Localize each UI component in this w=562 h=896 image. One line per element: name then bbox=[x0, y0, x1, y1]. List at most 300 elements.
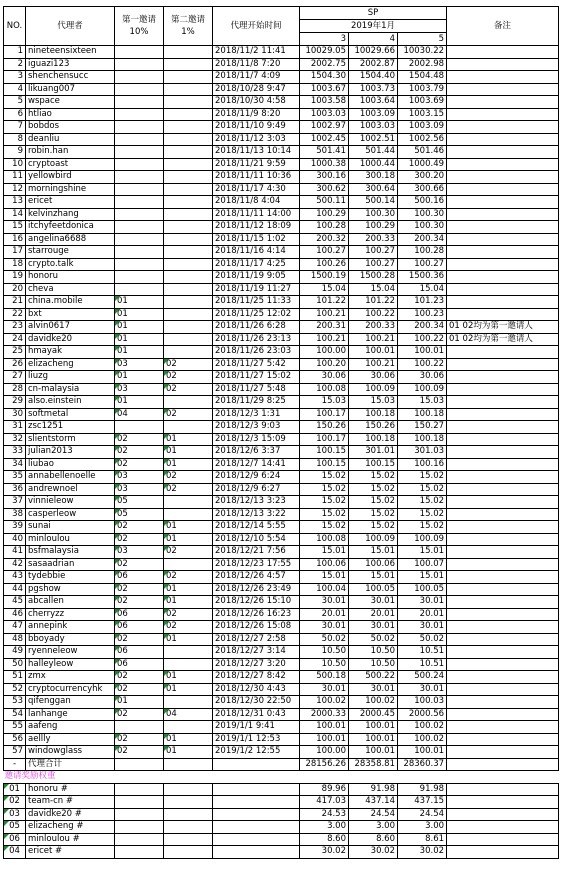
second-invite-cell[interactable] bbox=[164, 721, 213, 734]
sp-day-4-cell[interactable]: 15.02 bbox=[349, 471, 398, 484]
sp-day-5-cell[interactable]: 100.09 bbox=[398, 383, 447, 396]
sp-day-5-cell[interactable]: 100.18 bbox=[398, 433, 447, 446]
second-invite-cell[interactable] bbox=[164, 258, 213, 271]
second-invite-cell[interactable] bbox=[164, 333, 213, 346]
sp-day-5-cell[interactable]: 1003.15 bbox=[398, 108, 447, 121]
agent-name-cell[interactable]: htliao bbox=[26, 108, 115, 121]
first-invite-cell[interactable]: 05 bbox=[115, 496, 164, 509]
remark-cell[interactable] bbox=[447, 596, 559, 609]
first-invite-cell[interactable]: 02 bbox=[115, 583, 164, 596]
sp-day-3-cell[interactable]: 100.20 bbox=[300, 358, 349, 371]
sp-day-5-cell[interactable]: 1003.09 bbox=[398, 121, 447, 134]
sp-day-3-cell[interactable]: 50.02 bbox=[300, 633, 349, 646]
weight-day-4-cell[interactable]: 8.60 bbox=[349, 833, 398, 846]
agent-name-cell[interactable]: angelina6688 bbox=[26, 233, 115, 246]
sp-day-3-cell[interactable]: 1002.97 bbox=[300, 121, 349, 134]
sp-day-3-cell[interactable]: 150.26 bbox=[300, 421, 349, 434]
sp-day-5-cell[interactable]: 100.01 bbox=[398, 746, 447, 759]
weight-day-3-cell[interactable]: 30.02 bbox=[300, 846, 349, 859]
sp-day-5-cell[interactable]: 100.16 bbox=[398, 458, 447, 471]
remark-cell[interactable]: 01 02均为第一邀请人 bbox=[447, 321, 559, 334]
second-invite-cell[interactable] bbox=[164, 221, 213, 234]
first-invite-cell[interactable]: 01 bbox=[115, 396, 164, 409]
remark-cell[interactable] bbox=[447, 671, 559, 684]
first-invite-cell[interactable]: 02 bbox=[115, 558, 164, 571]
start-time-cell[interactable]: 2018/12/23 17:55 bbox=[213, 558, 300, 571]
agent-name-cell[interactable]: qifenggan bbox=[26, 696, 115, 709]
sp-day-4-cell[interactable]: 1003.64 bbox=[349, 96, 398, 109]
sp-day-3-cell[interactable]: 100.28 bbox=[300, 221, 349, 234]
second-invite-cell[interactable]: 01 bbox=[164, 433, 213, 446]
second-invite-cell[interactable] bbox=[164, 146, 213, 159]
first-invite-cell[interactable]: 02 bbox=[115, 671, 164, 684]
sp-day-4-cell[interactable]: 10.50 bbox=[349, 658, 398, 671]
sp-day-4-cell[interactable]: 100.27 bbox=[349, 258, 398, 271]
row-no-cell[interactable]: 37 bbox=[4, 496, 26, 509]
remark-cell[interactable] bbox=[447, 733, 559, 746]
agent-name-cell[interactable]: aellly bbox=[26, 733, 115, 746]
sp-day-4-cell[interactable]: 101.22 bbox=[349, 296, 398, 309]
first-invite-cell[interactable]: 02 bbox=[115, 708, 164, 721]
agent-name-cell[interactable]: cn-malaysia bbox=[26, 383, 115, 396]
sp-day-4-cell[interactable]: 100.01 bbox=[349, 346, 398, 359]
second-invite-cell[interactable] bbox=[164, 308, 213, 321]
sp-day-4-cell[interactable]: 10029.66 bbox=[349, 46, 398, 59]
remark-cell[interactable] bbox=[447, 308, 559, 321]
sp-day-3-cell[interactable]: 100.15 bbox=[300, 446, 349, 459]
agent-name-cell[interactable]: ericet bbox=[26, 196, 115, 209]
agent-name-cell[interactable]: honoru bbox=[26, 271, 115, 284]
start-time-cell[interactable]: 2018/11/27 15:02 bbox=[213, 371, 300, 384]
start-time-cell[interactable]: 2018/10/30 4:58 bbox=[213, 96, 300, 109]
remark-cell[interactable] bbox=[447, 508, 559, 521]
remark-cell[interactable] bbox=[447, 533, 559, 546]
weight-empty-cell[interactable] bbox=[164, 783, 213, 796]
sp-day-3-cell[interactable]: 15.01 bbox=[300, 546, 349, 559]
total-day-4[interactable]: 28358.81 bbox=[349, 758, 398, 771]
first-invite-cell[interactable] bbox=[115, 258, 164, 271]
agent-name-cell[interactable]: ryenneleow bbox=[26, 646, 115, 659]
first-invite-cell[interactable]: 01 bbox=[115, 696, 164, 709]
remark-cell[interactable] bbox=[447, 458, 559, 471]
sp-day-5-cell[interactable]: 300.66 bbox=[398, 183, 447, 196]
agent-name-cell[interactable]: halleyleow bbox=[26, 658, 115, 671]
first-invite-cell[interactable]: 02 bbox=[115, 446, 164, 459]
remark-cell[interactable] bbox=[447, 158, 559, 171]
agent-name-cell[interactable]: sunai bbox=[26, 521, 115, 534]
remark-cell[interactable] bbox=[447, 171, 559, 184]
weight-day-3-cell[interactable]: 24.53 bbox=[300, 808, 349, 821]
second-invite-cell[interactable] bbox=[164, 496, 213, 509]
weight-empty-cell[interactable] bbox=[115, 783, 164, 796]
remark-cell[interactable] bbox=[447, 558, 559, 571]
first-invite-cell[interactable]: 01 bbox=[115, 296, 164, 309]
sp-day-4-cell[interactable]: 100.06 bbox=[349, 558, 398, 571]
sp-day-5-cell[interactable]: 1000.49 bbox=[398, 158, 447, 171]
sp-day-3-cell[interactable]: 1000.38 bbox=[300, 158, 349, 171]
start-time-cell[interactable]: 2018/12/30 4:43 bbox=[213, 683, 300, 696]
start-time-cell[interactable]: 2018/12/27 3:20 bbox=[213, 658, 300, 671]
agent-name-cell[interactable]: annabellenoelle bbox=[26, 471, 115, 484]
start-time-cell[interactable]: 2018/12/27 2:58 bbox=[213, 633, 300, 646]
start-time-cell[interactable]: 2018/12/3 9:03 bbox=[213, 421, 300, 434]
sp-day-4-cell[interactable]: 300.18 bbox=[349, 171, 398, 184]
sp-day-5-cell[interactable]: 100.27 bbox=[398, 258, 447, 271]
first-invite-cell[interactable]: 04 bbox=[115, 408, 164, 421]
agent-name-cell[interactable]: abcallen bbox=[26, 596, 115, 609]
first-invite-cell[interactable]: 01 bbox=[115, 308, 164, 321]
first-invite-cell[interactable]: 06 bbox=[115, 658, 164, 671]
remark-cell[interactable] bbox=[447, 708, 559, 721]
start-time-cell[interactable]: 2019/1/1 12:53 bbox=[213, 733, 300, 746]
start-time-cell[interactable]: 2018/12/26 23:49 bbox=[213, 583, 300, 596]
start-time-cell[interactable]: 2018/10/28 9:47 bbox=[213, 83, 300, 96]
row-no-cell[interactable]: 46 bbox=[4, 608, 26, 621]
sp-day-3-cell[interactable]: 500.11 bbox=[300, 196, 349, 209]
row-no-cell[interactable]: 56 bbox=[4, 733, 26, 746]
weight-day-3-cell[interactable]: 3.00 bbox=[300, 821, 349, 834]
sp-day-4-cell[interactable]: 100.21 bbox=[349, 333, 398, 346]
row-no-cell[interactable]: 29 bbox=[4, 396, 26, 409]
second-invite-cell[interactable]: 02 bbox=[164, 546, 213, 559]
sp-day-5-cell[interactable]: 501.46 bbox=[398, 146, 447, 159]
row-no-cell[interactable]: 43 bbox=[4, 571, 26, 584]
weight-day-3-cell[interactable]: 8.60 bbox=[300, 833, 349, 846]
row-no-cell[interactable]: 36 bbox=[4, 483, 26, 496]
second-invite-cell[interactable]: 02 bbox=[164, 571, 213, 584]
weight-day-5-cell[interactable]: 24.54 bbox=[398, 808, 447, 821]
start-time-cell[interactable]: 2018/12/3 1:31 bbox=[213, 408, 300, 421]
second-invite-cell[interactable] bbox=[164, 46, 213, 59]
second-invite-cell[interactable]: 01 bbox=[164, 746, 213, 759]
second-invite-cell[interactable]: 01 bbox=[164, 671, 213, 684]
total-empty-cell[interactable] bbox=[164, 758, 213, 771]
agent-name-cell[interactable]: softmetal bbox=[26, 408, 115, 421]
remark-cell[interactable] bbox=[447, 58, 559, 71]
sp-day-5-cell[interactable]: 100.02 bbox=[398, 733, 447, 746]
start-time-cell[interactable]: 2018/11/10 9:49 bbox=[213, 121, 300, 134]
row-no-cell[interactable]: 6 bbox=[4, 108, 26, 121]
start-time-cell[interactable]: 2018/12/10 5:54 bbox=[213, 533, 300, 546]
weight-empty-cell[interactable] bbox=[115, 833, 164, 846]
start-time-cell[interactable]: 2018/11/8 4:04 bbox=[213, 196, 300, 209]
second-invite-cell[interactable]: 02 bbox=[164, 408, 213, 421]
remark-cell[interactable] bbox=[447, 446, 559, 459]
sp-day-4-cell[interactable]: 100.18 bbox=[349, 433, 398, 446]
sp-day-5-cell[interactable]: 30.01 bbox=[398, 621, 447, 634]
weight-day-5-cell[interactable]: 30.02 bbox=[398, 846, 447, 859]
start-time-cell[interactable]: 2018/11/26 6:28 bbox=[213, 321, 300, 334]
sp-day-5-cell[interactable]: 20.01 bbox=[398, 608, 447, 621]
weight-day-4-cell[interactable]: 30.02 bbox=[349, 846, 398, 859]
start-time-cell[interactable]: 2018/12/26 16:23 bbox=[213, 608, 300, 621]
row-no-cell[interactable]: 8 bbox=[4, 133, 26, 146]
row-no-cell[interactable]: 21 bbox=[4, 296, 26, 309]
remark-cell[interactable] bbox=[447, 521, 559, 534]
agent-name-cell[interactable]: china.mobile bbox=[26, 296, 115, 309]
second-invite-cell[interactable]: 01 bbox=[164, 633, 213, 646]
row-no-cell[interactable]: 53 bbox=[4, 696, 26, 709]
sp-day-4-cell[interactable]: 100.01 bbox=[349, 721, 398, 734]
start-time-cell[interactable]: 2018/11/9 8:20 bbox=[213, 108, 300, 121]
weight-empty-cell[interactable] bbox=[115, 821, 164, 834]
weight-empty-cell[interactable] bbox=[164, 846, 213, 859]
first-invite-cell[interactable]: 06 bbox=[115, 646, 164, 659]
sp-day-3-cell[interactable]: 500.18 bbox=[300, 671, 349, 684]
row-no-cell[interactable]: 42 bbox=[4, 558, 26, 571]
sp-day-3-cell[interactable]: 100.26 bbox=[300, 258, 349, 271]
remark-cell[interactable] bbox=[447, 296, 559, 309]
weight-day-3-cell[interactable]: 417.03 bbox=[300, 796, 349, 809]
second-invite-cell[interactable] bbox=[164, 83, 213, 96]
sp-day-5-cell[interactable]: 15.02 bbox=[398, 471, 447, 484]
row-no-cell[interactable]: 48 bbox=[4, 633, 26, 646]
start-time-cell[interactable]: 2018/11/13 10:14 bbox=[213, 146, 300, 159]
agent-name-cell[interactable]: itchyfeetdonica bbox=[26, 221, 115, 234]
sp-day-3-cell[interactable]: 100.08 bbox=[300, 383, 349, 396]
sp-day-4-cell[interactable]: 100.15 bbox=[349, 458, 398, 471]
first-invite-cell[interactable]: 06 bbox=[115, 621, 164, 634]
agent-name-cell[interactable]: bobdos bbox=[26, 121, 115, 134]
second-invite-cell[interactable] bbox=[164, 421, 213, 434]
first-invite-cell[interactable]: 01 bbox=[115, 333, 164, 346]
sp-day-3-cell[interactable]: 100.00 bbox=[300, 746, 349, 759]
second-invite-cell[interactable] bbox=[164, 508, 213, 521]
second-invite-cell[interactable]: 02 bbox=[164, 621, 213, 634]
sp-day-5-cell[interactable]: 100.05 bbox=[398, 583, 447, 596]
sp-day-4-cell[interactable]: 30.01 bbox=[349, 683, 398, 696]
remark-cell[interactable] bbox=[447, 421, 559, 434]
start-time-cell[interactable]: 2018/11/12 3:03 bbox=[213, 133, 300, 146]
first-invite-cell[interactable]: 02 bbox=[115, 733, 164, 746]
total-label[interactable]: 代理合计 bbox=[26, 758, 115, 771]
remark-cell[interactable] bbox=[447, 383, 559, 396]
row-no-cell[interactable]: 1 bbox=[4, 46, 26, 59]
start-time-cell[interactable]: 2018/12/6 3:37 bbox=[213, 446, 300, 459]
agent-name-cell[interactable]: hmayak bbox=[26, 346, 115, 359]
weight-day-5-cell[interactable]: 91.98 bbox=[398, 783, 447, 796]
sp-day-5-cell[interactable]: 15.03 bbox=[398, 396, 447, 409]
row-no-cell[interactable]: 13 bbox=[4, 196, 26, 209]
sp-day-4-cell[interactable]: 2002.87 bbox=[349, 58, 398, 71]
row-no-cell[interactable]: 11 bbox=[4, 171, 26, 184]
weight-day-4-cell[interactable]: 91.98 bbox=[349, 783, 398, 796]
row-no-cell[interactable]: 32 bbox=[4, 433, 26, 446]
agent-name-cell[interactable]: elizacheng bbox=[26, 358, 115, 371]
sp-day-4-cell[interactable]: 20.01 bbox=[349, 608, 398, 621]
agent-name-cell[interactable]: vinnieleow bbox=[26, 496, 115, 509]
weight-empty-cell[interactable] bbox=[447, 796, 559, 809]
weight-code-cell[interactable]: 02 bbox=[4, 796, 26, 809]
sp-day-5-cell[interactable]: 150.27 bbox=[398, 421, 447, 434]
sp-day-5-cell[interactable]: 15.02 bbox=[398, 508, 447, 521]
sp-day-5-cell[interactable]: 300.20 bbox=[398, 171, 447, 184]
sp-day-4-cell[interactable]: 100.05 bbox=[349, 583, 398, 596]
sp-day-3-cell[interactable]: 100.29 bbox=[300, 208, 349, 221]
sp-day-4-cell[interactable]: 2000.45 bbox=[349, 708, 398, 721]
remark-cell[interactable] bbox=[447, 271, 559, 284]
weight-day-4-cell[interactable]: 3.00 bbox=[349, 821, 398, 834]
sp-day-5-cell[interactable]: 15.02 bbox=[398, 483, 447, 496]
weight-name-cell[interactable]: team-cn # bbox=[26, 796, 115, 809]
remark-cell[interactable] bbox=[447, 546, 559, 559]
first-invite-cell[interactable]: 06 bbox=[115, 608, 164, 621]
agent-name-cell[interactable]: julian2013 bbox=[26, 446, 115, 459]
second-invite-cell[interactable]: 01 bbox=[164, 446, 213, 459]
start-time-cell[interactable]: 2018/12/21 7:56 bbox=[213, 546, 300, 559]
first-invite-cell[interactable] bbox=[115, 233, 164, 246]
agent-name-cell[interactable]: zsc1251 bbox=[26, 421, 115, 434]
weight-empty-cell[interactable] bbox=[115, 846, 164, 859]
remark-cell[interactable] bbox=[447, 183, 559, 196]
first-invite-cell[interactable] bbox=[115, 196, 164, 209]
sp-day-4-cell[interactable]: 100.22 bbox=[349, 308, 398, 321]
row-no-cell[interactable]: 2 bbox=[4, 58, 26, 71]
start-time-cell[interactable]: 2018/11/15 1:02 bbox=[213, 233, 300, 246]
start-time-cell[interactable]: 2019/1/2 12:55 bbox=[213, 746, 300, 759]
row-no-cell[interactable]: 41 bbox=[4, 546, 26, 559]
second-invite-cell[interactable]: 04 bbox=[164, 708, 213, 721]
first-invite-cell[interactable]: 01 bbox=[115, 371, 164, 384]
remark-cell[interactable] bbox=[447, 433, 559, 446]
sp-day-4-cell[interactable]: 301.01 bbox=[349, 446, 398, 459]
sp-day-4-cell[interactable]: 100.21 bbox=[349, 358, 398, 371]
sp-day-3-cell[interactable]: 30.01 bbox=[300, 596, 349, 609]
weight-empty-cell[interactable] bbox=[447, 821, 559, 834]
remark-cell[interactable] bbox=[447, 371, 559, 384]
start-time-cell[interactable]: 2018/12/7 14:41 bbox=[213, 458, 300, 471]
row-no-cell[interactable]: 3 bbox=[4, 71, 26, 84]
remark-cell[interactable] bbox=[447, 496, 559, 509]
first-invite-cell[interactable] bbox=[115, 246, 164, 259]
remark-cell[interactable] bbox=[447, 108, 559, 121]
sp-day-5-cell[interactable]: 30.01 bbox=[398, 596, 447, 609]
sp-day-3-cell[interactable]: 501.41 bbox=[300, 146, 349, 159]
sp-day-4-cell[interactable]: 15.01 bbox=[349, 546, 398, 559]
sp-day-5-cell[interactable]: 200.34 bbox=[398, 233, 447, 246]
remark-cell[interactable] bbox=[447, 358, 559, 371]
agent-name-cell[interactable]: nineteensixteen bbox=[26, 46, 115, 59]
second-invite-cell[interactable] bbox=[164, 183, 213, 196]
row-no-cell[interactable]: 9 bbox=[4, 146, 26, 159]
agent-name-cell[interactable]: lanhange bbox=[26, 708, 115, 721]
row-no-cell[interactable]: 49 bbox=[4, 646, 26, 659]
sp-day-4-cell[interactable]: 30.01 bbox=[349, 621, 398, 634]
row-no-cell[interactable]: 33 bbox=[4, 446, 26, 459]
sp-day-5-cell[interactable]: 10.51 bbox=[398, 658, 447, 671]
remark-cell[interactable] bbox=[447, 283, 559, 296]
start-time-cell[interactable]: 2018/11/16 4:14 bbox=[213, 246, 300, 259]
weight-code-cell[interactable]: 03 bbox=[4, 808, 26, 821]
first-invite-cell[interactable]: 03 bbox=[115, 471, 164, 484]
second-invite-cell[interactable] bbox=[164, 296, 213, 309]
sp-day-3-cell[interactable]: 1003.67 bbox=[300, 83, 349, 96]
first-invite-cell[interactable]: 02 bbox=[115, 633, 164, 646]
weight-name-cell[interactable]: davidke20 # bbox=[26, 808, 115, 821]
sp-day-3-cell[interactable]: 15.02 bbox=[300, 471, 349, 484]
sp-day-5-cell[interactable]: 100.22 bbox=[398, 333, 447, 346]
sp-day-3-cell[interactable]: 100.06 bbox=[300, 558, 349, 571]
row-no-cell[interactable]: 34 bbox=[4, 458, 26, 471]
start-time-cell[interactable]: 2018/11/12 18:09 bbox=[213, 221, 300, 234]
row-no-cell[interactable]: 18 bbox=[4, 258, 26, 271]
sp-day-5-cell[interactable]: 30.01 bbox=[398, 683, 447, 696]
sp-day-5-cell[interactable]: 1003.69 bbox=[398, 96, 447, 109]
sp-day-5-cell[interactable]: 50.02 bbox=[398, 633, 447, 646]
second-invite-cell[interactable] bbox=[164, 696, 213, 709]
start-time-cell[interactable]: 2018/11/11 10:36 bbox=[213, 171, 300, 184]
agent-name-cell[interactable]: also.einstein bbox=[26, 396, 115, 409]
sp-day-3-cell[interactable]: 15.01 bbox=[300, 571, 349, 584]
agent-name-cell[interactable]: cryptocurrencyhk bbox=[26, 683, 115, 696]
sp-day-4-cell[interactable]: 100.29 bbox=[349, 221, 398, 234]
agent-name-cell[interactable]: liuzg bbox=[26, 371, 115, 384]
sp-day-5-cell[interactable]: 10.51 bbox=[398, 646, 447, 659]
weight-empty-cell[interactable] bbox=[164, 833, 213, 846]
first-invite-cell[interactable] bbox=[115, 271, 164, 284]
sp-day-5-cell[interactable]: 15.01 bbox=[398, 571, 447, 584]
sp-day-3-cell[interactable]: 100.01 bbox=[300, 721, 349, 734]
sp-day-3-cell[interactable]: 1003.58 bbox=[300, 96, 349, 109]
second-invite-cell[interactable] bbox=[164, 96, 213, 109]
row-no-cell[interactable]: 50 bbox=[4, 658, 26, 671]
agent-name-cell[interactable]: pgshow bbox=[26, 583, 115, 596]
second-invite-cell[interactable] bbox=[164, 321, 213, 334]
remark-cell[interactable] bbox=[447, 221, 559, 234]
agent-name-cell[interactable]: cryptoast bbox=[26, 158, 115, 171]
sp-day-3-cell[interactable]: 100.02 bbox=[300, 696, 349, 709]
first-invite-cell[interactable]: 02 bbox=[115, 683, 164, 696]
sp-day-3-cell[interactable]: 20.01 bbox=[300, 608, 349, 621]
total-day-3[interactable]: 28156.26 bbox=[300, 758, 349, 771]
weight-code-cell[interactable]: 06 bbox=[4, 833, 26, 846]
row-no-cell[interactable]: 12 bbox=[4, 183, 26, 196]
weight-code-cell[interactable]: 04 bbox=[4, 846, 26, 859]
row-no-cell[interactable]: 38 bbox=[4, 508, 26, 521]
second-invite-cell[interactable] bbox=[164, 71, 213, 84]
sp-day-3-cell[interactable]: 15.02 bbox=[300, 508, 349, 521]
sp-day-3-cell[interactable]: 100.21 bbox=[300, 333, 349, 346]
agent-name-cell[interactable]: kelvinzhang bbox=[26, 208, 115, 221]
start-time-cell[interactable]: 2018/11/17 4:30 bbox=[213, 183, 300, 196]
sp-day-4-cell[interactable]: 1003.09 bbox=[349, 108, 398, 121]
sp-day-5-cell[interactable]: 500.24 bbox=[398, 671, 447, 684]
remark-cell[interactable] bbox=[447, 196, 559, 209]
weight-empty-cell[interactable] bbox=[213, 783, 300, 796]
sp-day-4-cell[interactable]: 15.02 bbox=[349, 508, 398, 521]
sp-day-3-cell[interactable]: 15.02 bbox=[300, 496, 349, 509]
sp-day-3-cell[interactable]: 30.01 bbox=[300, 683, 349, 696]
second-invite-cell[interactable] bbox=[164, 133, 213, 146]
first-invite-cell[interactable]: 03 bbox=[115, 358, 164, 371]
remark-cell[interactable] bbox=[447, 121, 559, 134]
sp-day-5-cell[interactable]: 100.28 bbox=[398, 246, 447, 259]
sp-day-5-cell[interactable]: 301.03 bbox=[398, 446, 447, 459]
row-no-cell[interactable]: 16 bbox=[4, 233, 26, 246]
total-no[interactable]: - bbox=[4, 758, 26, 771]
sp-day-5-cell[interactable]: 1500.36 bbox=[398, 271, 447, 284]
start-time-cell[interactable]: 2018/12/26 15:10 bbox=[213, 596, 300, 609]
row-no-cell[interactable]: 23 bbox=[4, 321, 26, 334]
start-time-cell[interactable]: 2018/12/9 6:24 bbox=[213, 471, 300, 484]
agent-name-cell[interactable]: crypto.talk bbox=[26, 258, 115, 271]
row-no-cell[interactable]: 45 bbox=[4, 596, 26, 609]
first-invite-cell[interactable]: 02 bbox=[115, 433, 164, 446]
remark-cell[interactable] bbox=[447, 233, 559, 246]
sp-day-5-cell[interactable]: 100.30 bbox=[398, 208, 447, 221]
weight-empty-cell[interactable] bbox=[447, 783, 559, 796]
sp-day-3-cell[interactable]: 1003.03 bbox=[300, 108, 349, 121]
